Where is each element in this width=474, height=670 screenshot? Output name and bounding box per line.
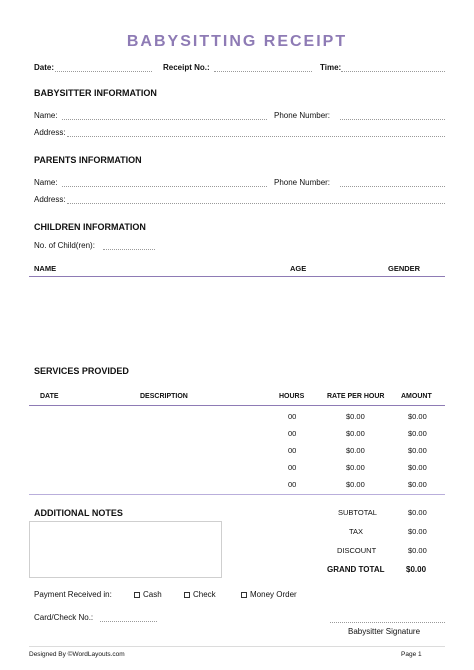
row-amount: $0.00 bbox=[408, 463, 427, 472]
row-rate: $0.00 bbox=[346, 429, 365, 438]
services-col-description: DESCRIPTION bbox=[140, 393, 188, 400]
parents-address-label: Address: bbox=[34, 195, 66, 204]
parents-name-field[interactable] bbox=[62, 186, 267, 187]
page-title: BABYSITTING RECEIPT bbox=[126, 33, 348, 50]
signature-line[interactable] bbox=[330, 622, 445, 623]
services-header-line bbox=[29, 405, 445, 406]
babysitter-address-field[interactable] bbox=[67, 136, 445, 137]
checkbox-icon bbox=[241, 592, 247, 598]
children-count-field[interactable] bbox=[103, 249, 155, 250]
row-hours: 00 bbox=[288, 412, 297, 421]
services-bottom-line bbox=[29, 494, 445, 495]
checkbox-icon bbox=[184, 592, 190, 598]
parents-heading: PARENTS INFORMATION bbox=[34, 155, 142, 165]
footer-line bbox=[29, 646, 445, 647]
children-col-age: AGE bbox=[290, 264, 307, 273]
receipt-no-label: Receipt No.: bbox=[163, 63, 210, 72]
services-col-date: DATE bbox=[40, 393, 59, 400]
payment-option-check[interactable]: Check bbox=[184, 590, 216, 599]
checkbox-icon bbox=[134, 592, 140, 598]
services-col-hours: HOURS bbox=[279, 393, 305, 400]
children-col-gender: GENDER bbox=[388, 264, 421, 273]
row-amount: $0.00 bbox=[408, 429, 427, 438]
card-check-label: Card/Check No.: bbox=[34, 613, 94, 622]
parents-address-field[interactable] bbox=[67, 203, 445, 204]
babysitter-phone-field[interactable] bbox=[340, 119, 445, 120]
services-heading: SERVICES PROVIDED bbox=[34, 366, 129, 376]
date-label: Date: bbox=[34, 63, 55, 72]
row-hours: 00 bbox=[288, 429, 297, 438]
babysitter-address-label: Address: bbox=[34, 128, 66, 137]
parents-phone-label: Phone Number: bbox=[274, 178, 331, 187]
discount-label: DISCOUNT bbox=[337, 546, 377, 555]
babysitter-name-label: Name: bbox=[34, 111, 58, 120]
babysitter-phone-label: Phone Number: bbox=[274, 111, 331, 120]
notes-heading: ADDITIONAL NOTES bbox=[34, 508, 123, 518]
card-check-field[interactable] bbox=[100, 621, 157, 622]
row-amount: $0.00 bbox=[408, 446, 427, 455]
payment-option-money-order[interactable]: Money Order bbox=[241, 590, 297, 599]
grand-total-label: GRAND TOTAL bbox=[327, 565, 385, 574]
row-hours: 00 bbox=[288, 446, 297, 455]
parents-phone-field[interactable] bbox=[340, 186, 445, 187]
children-col-name: NAME bbox=[34, 264, 57, 273]
row-rate: $0.00 bbox=[346, 480, 365, 489]
receipt-no-field[interactable] bbox=[214, 71, 312, 72]
row-rate: $0.00 bbox=[346, 446, 365, 455]
row-hours: 00 bbox=[288, 463, 297, 472]
children-count-label: No. of Child(ren): bbox=[34, 241, 95, 250]
payment-label: Payment Received in: bbox=[34, 590, 112, 599]
babysitter-name-field[interactable] bbox=[62, 119, 267, 120]
footer-page: Page 1 bbox=[401, 651, 422, 658]
services-col-amount: AMOUNT bbox=[401, 393, 432, 400]
payment-option-cash[interactable]: Cash bbox=[134, 590, 162, 599]
tax-value: $0.00 bbox=[408, 527, 427, 536]
row-rate: $0.00 bbox=[346, 412, 365, 421]
discount-value: $0.00 bbox=[408, 546, 427, 555]
parents-name-label: Name: bbox=[34, 178, 58, 187]
time-label: Time: bbox=[320, 63, 342, 72]
children-heading: CHILDREN INFORMATION bbox=[34, 222, 146, 232]
signature-label: Babysitter Signature bbox=[348, 627, 421, 636]
subtotal-value: $0.00 bbox=[408, 508, 427, 517]
footer-credit: Designed By ©WordLayouts.com bbox=[29, 651, 125, 658]
time-field[interactable] bbox=[341, 71, 445, 72]
subtotal-label: SUBTOTAL bbox=[338, 508, 377, 517]
tax-label: TAX bbox=[349, 527, 364, 536]
row-rate: $0.00 bbox=[346, 463, 365, 472]
notes-box[interactable] bbox=[29, 521, 222, 578]
row-amount: $0.00 bbox=[408, 412, 427, 421]
services-col-rate: RATE PER HOUR bbox=[327, 393, 385, 400]
babysitter-heading: BABYSITTER INFORMATION bbox=[34, 88, 157, 98]
children-header-line bbox=[29, 276, 445, 277]
row-hours: 00 bbox=[288, 480, 297, 489]
row-amount: $0.00 bbox=[408, 480, 427, 489]
date-field[interactable] bbox=[55, 71, 152, 72]
grand-total-value: $0.00 bbox=[406, 565, 427, 574]
